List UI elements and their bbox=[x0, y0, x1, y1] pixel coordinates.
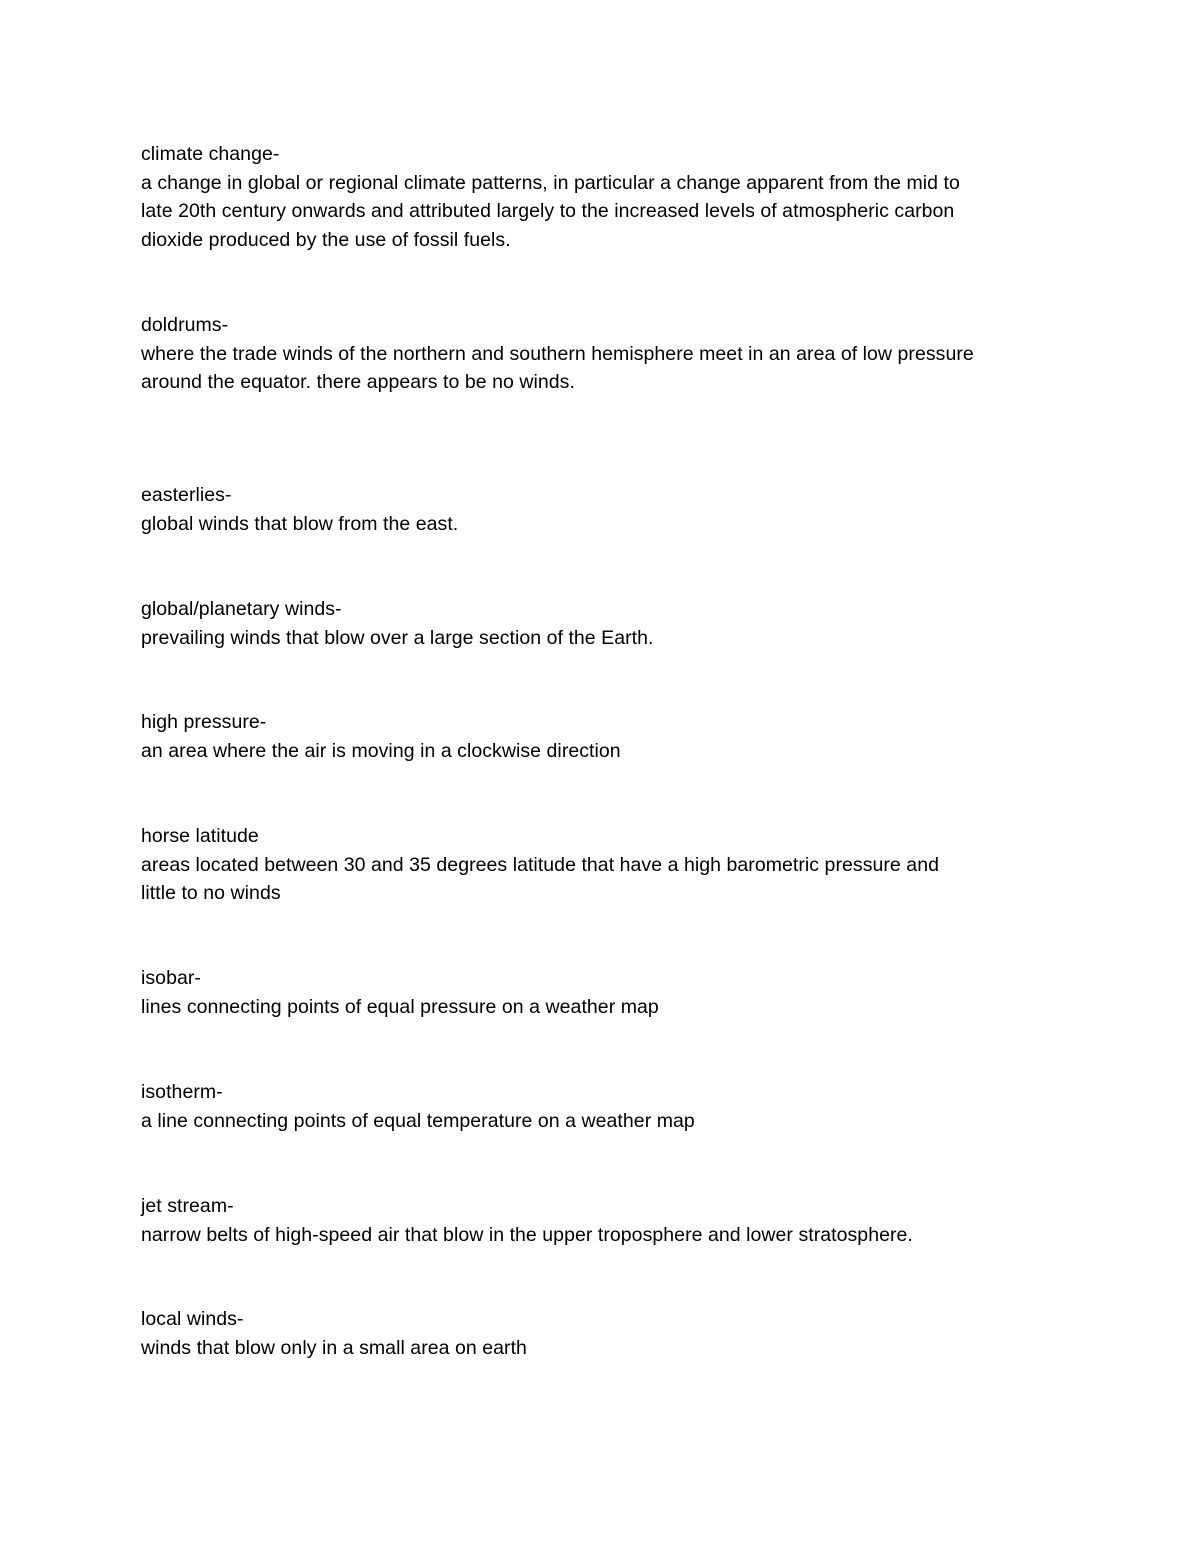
entry-term: local winds- bbox=[141, 1308, 244, 1330]
entry-term: jet stream- bbox=[141, 1195, 234, 1217]
entry-term: easterlies- bbox=[141, 484, 232, 506]
entry-isobar bbox=[141, 964, 1076, 1021]
entry-definition: winds that blow only in a small area on earth bbox=[141, 1336, 527, 1359]
entry-term: doldrums- bbox=[141, 314, 229, 336]
entry-definition: global winds that blow from the east. bbox=[141, 512, 459, 535]
entry-climate-change bbox=[141, 140, 1076, 255]
entry-high-pressure bbox=[141, 708, 1076, 765]
entry-term: isotherm- bbox=[141, 1081, 223, 1103]
entry-definition: narrow belts of high-speed air that blow in the upper troposphere and lower stratosphere. bbox=[141, 1223, 913, 1246]
entry-term: climate change- bbox=[141, 143, 280, 165]
entry-easterlies bbox=[141, 481, 1076, 538]
entry-definition: prevailing winds that blow over a large section of the Earth. bbox=[141, 626, 654, 649]
entry-definition: lines connecting points of equal pressure on a weather map bbox=[141, 995, 659, 1018]
entry-definition: a change in global or regional climate patterns, in particular a change apparent from the mid to late 20th century onwards and attributed largely to the increased levels of atmospheric carbon dioxide produced by the use of fossil fuels. bbox=[141, 171, 960, 252]
entry-term: isobar- bbox=[141, 967, 201, 989]
entry-term: global/planetary winds- bbox=[141, 598, 342, 620]
entry-definition: a line connecting points of equal temperature on a weather map bbox=[141, 1109, 695, 1132]
entry-local-winds bbox=[141, 1305, 1076, 1362]
entry-term: horse latitude bbox=[141, 825, 259, 847]
entry-doldrums bbox=[141, 311, 1076, 397]
entry-jet-stream bbox=[141, 1192, 1076, 1249]
entry-definition: an area where the air is moving in a clockwise direction bbox=[141, 739, 621, 762]
entry-isotherm bbox=[141, 1078, 1076, 1135]
entry-definition: where the trade winds of the northern and southern hemisphere meet in an area of low pressure around the equator. there appears to be no winds. bbox=[141, 342, 974, 394]
entry-global-planetary-winds bbox=[141, 595, 1076, 652]
entry-horse-latitude bbox=[141, 822, 1076, 908]
entry-term: high pressure- bbox=[141, 711, 267, 733]
entry-definition: areas located between 30 and 35 degrees latitude that have a high barometric pressure and little to no winds bbox=[141, 853, 939, 905]
